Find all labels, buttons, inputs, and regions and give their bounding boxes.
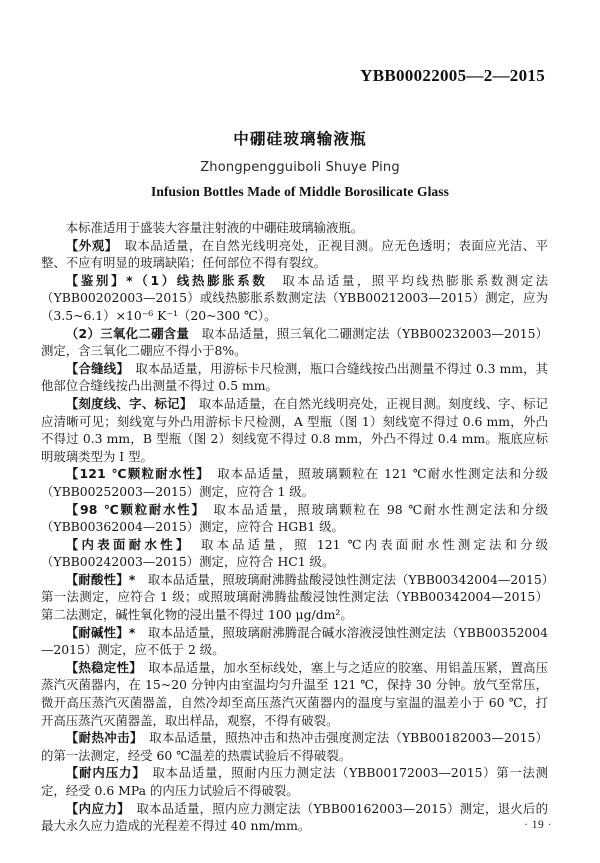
paragraph-mold-seam xyxy=(41,360,548,395)
paragraph-grain-water-121 xyxy=(41,465,548,500)
paragraph-alkali-resistance xyxy=(41,624,548,659)
paragraph-text-scope: 本标准适用于盛装大容量注射液的中硼硅玻璃输液瓶。 xyxy=(65,220,364,235)
paragraph-label-thermal-shock: 【耐热冲击】 xyxy=(65,730,137,746)
paragraph-thermal-shock xyxy=(41,729,548,764)
paragraph-text-thermal-stability: 取本品适量，加水至标线处，塞上与之适应的胶塞、用铝盖压紧，置高压蒸汽灭菌器内，在 15~20 分钟内由室温均匀升温至 121 ℃，保持 30 分钟。放气至常压，微开高压蒸汽灭菌器盖，自然冷却至高压蒸汽灭菌器内的温度与室温的温差小于 60 ℃，打开高压蒸汽灭菌器盖，取出样品，观察，不得有破裂。 xyxy=(41,659,549,728)
paragraph-label-scale-marks: 【刻度线、字、标记】 xyxy=(65,395,187,411)
paragraph-text-appearance: 取本品适量，在自然光线明亮处，正视目测。应无色透明；表面应光洁、平整、不应有明显的玻璃缺陷；任何部位不得有裂纹。 xyxy=(41,237,549,271)
paragraph-scale-marks xyxy=(41,395,548,465)
paragraph-text-inner-surface-water: 取本品适量，照 121 ℃内表面耐水性测定法和分级（YBB00242003—2015）测定，应符合 HC1 级。 xyxy=(41,536,548,570)
paragraph-scope xyxy=(41,219,548,237)
paragraph-acid-resistance xyxy=(41,571,548,624)
paragraph-label-appearance: 【外观】 xyxy=(65,237,112,253)
paragraph-label-grain-water-121: 【121 ℃颗粒耐水性】 xyxy=(65,466,204,482)
paragraph-text-thermal-shock: 取本品适量，照热冲击和热冲击强度测定法（YBB00182003—2015）的第一法测定，经受 60 ℃温差的热震试验后不得破裂。 xyxy=(41,730,549,763)
page-title-english: Infusion Bottles Made of Middle Borosilicate Glass xyxy=(150,184,449,200)
paragraph-label-acid-resistance: 【耐酸性】* xyxy=(65,571,136,587)
paragraph-thermal-stability xyxy=(41,659,548,729)
paragraph-text-grain-water-98: 取本品适量，照玻璃颗粒在 98 ℃耐水性测定法和分级（YBB00362004—2015）测定，应符合 HGB1 级。 xyxy=(41,501,548,535)
paragraph-label-mold-seam: 【合缝线】 xyxy=(65,360,123,376)
document-body xyxy=(41,219,548,835)
paragraph-grain-water-98 xyxy=(41,501,548,536)
paragraph-label-inner-surface-water: 【内表面耐水性】 xyxy=(65,536,186,552)
paragraph-text-identification-2: 取本品适量，照三氧化二硼测定法（YBB00232003—2015）测定，含三氧化二硼应不得小于8%。 xyxy=(41,325,548,359)
paragraph-text-alkali-resistance: 取本品适量，照玻璃耐沸腾混合碱水溶液浸蚀性测定法（YBB00352004—2015）测定，应不低于 2 级。 xyxy=(41,624,548,658)
paragraph-text-internal-pressure: 取本品适量，照耐内压力测定法（YBB00172003—2015）第一法测定，经受 0.6 MPa 的内压力试验后不得破裂。 xyxy=(41,765,548,798)
page-title-pinyin: Zhongpengguiboli Shuye Ping xyxy=(200,160,400,176)
paragraph-label-grain-water-98: 【98 ℃颗粒耐水性】 xyxy=(65,501,200,517)
title-block xyxy=(0,128,600,200)
paragraph-appearance xyxy=(41,237,548,272)
paragraph-text-internal-stress: 取本品适量，照内应力测定法（YBB00162003—2015）测定，退火后的最大永久应力造成的光程差不得过 40 nm/mm。 xyxy=(41,800,548,834)
paragraph-label-identification-2: （2）三氧化二硼含量 xyxy=(65,325,190,341)
paragraph-text-grain-water-121: 取本品适量，照玻璃颗粒在 121 ℃耐水性测定法和分级（YBB00252003—2015）测定，应符合 1 级。 xyxy=(41,466,548,499)
paragraph-text-mold-seam: 取本品适量，用游标卡尺检测，瓶口合缝线按凸出测量不得过 0.3 mm，其他部位合缝线按凸出测量不得过 0.5 mm。 xyxy=(41,360,548,394)
standard-code-header: YBB00022005—2—2015 xyxy=(360,66,545,85)
paragraph-label-internal-pressure: 【耐内压力】 xyxy=(65,765,140,781)
paragraph-identification-2 xyxy=(41,325,548,360)
page-title-chinese: 中硼硅玻璃输液瓶 xyxy=(233,130,367,148)
page-number: · 19 · xyxy=(524,819,552,831)
paragraph-text-identification-1: 取本品适量，照平均线热膨胀系数测定法（YBB00202003—2015）或线热膨胀系数测定法（YBB00212003—2015）测定，应为（3.5~6.1）×10⁻⁶ K⁻¹（20~300 ℃）。 xyxy=(41,272,548,323)
paragraph-label-identification-1: 【鉴别】*（1）线热膨胀系数 xyxy=(65,272,268,288)
paragraph-internal-stress xyxy=(41,800,548,835)
paragraph-identification-1 xyxy=(41,272,548,325)
paragraph-inner-surface-water xyxy=(41,536,548,571)
paragraph-label-alkali-resistance: 【耐碱性】* xyxy=(65,624,136,640)
paragraph-label-internal-stress: 【内应力】 xyxy=(65,800,124,816)
paragraph-text-acid-resistance: 取本品适量，照玻璃耐沸腾盐酸浸蚀性测定法（YBB00342004—2015）第一法测定，应符合 1 级；或照玻璃耐沸腾盐酸浸蚀性测定法（YBB00342004—2015）第二法测定，碱性氧化物的浸出量不得过 100 μg/dm²。 xyxy=(41,571,548,623)
paragraph-label-thermal-stability: 【热稳定性】 xyxy=(65,659,136,675)
paragraph-text-scale-marks: 取本品适量，在自然光线明亮处，正视目测。刻度线、字、标记应清晰可见；刻线宽与外凸用游标卡尺检测，A 型瓶（图 1）刻线宽不得过 0.6 mm，外凸不得过 0.3 mm，B 型瓶（图 2）刻线宽不得过 0.8 mm，外凸不得过 0.4 mm。瓶底应标明玻璃类型为 I 型。 xyxy=(41,395,548,464)
paragraph-internal-pressure xyxy=(41,764,548,799)
